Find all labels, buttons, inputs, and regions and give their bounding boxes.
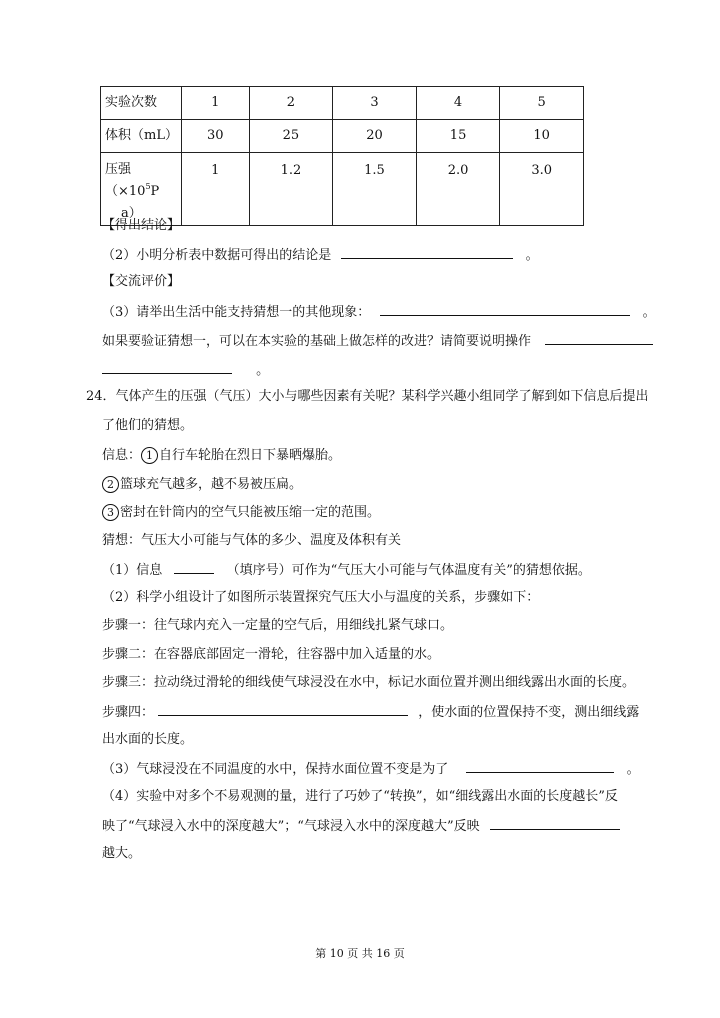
info-prefix: 信息： (102, 448, 142, 463)
question-2-line (102, 246, 539, 264)
experiment-table (100, 86, 584, 226)
table-cell: 4 (416, 87, 500, 120)
question-3-text: （3）请举出生活中能支持猜想一的其他现象： (102, 305, 371, 320)
question-3b-line-2 (102, 361, 269, 379)
sub-question-2: （2）科学小组设计了如图所示装置探究气压大小与温度的关系，步骤如下： (102, 590, 540, 605)
page-footer: 第 10 页 共 16 页 (315, 947, 405, 960)
table-cell: 30 (182, 120, 250, 153)
table-cell: 5 (500, 87, 584, 120)
answer-blank[interactable] (102, 361, 232, 374)
sub-question-4-line-2 (102, 817, 620, 835)
volume-label: 体积（mL） (101, 120, 182, 153)
circled-number: 1 (141, 447, 158, 464)
problem-24-intro-2: 了他们的猜想。 (102, 418, 194, 433)
sub-question-1 (102, 561, 591, 579)
table-cell: 1 (182, 87, 250, 120)
step-3: 步骤三：拉动绕过滑轮的细线使气球浸没在水中，标记水面位置并测出细线露出水面的长度。 (102, 675, 636, 690)
answer-blank[interactable] (545, 332, 653, 345)
eval-heading: 【交流评价】 (102, 274, 181, 289)
step-4-a: 步骤四： (102, 705, 155, 720)
answer-blank[interactable] (174, 561, 214, 574)
answer-blank[interactable] (158, 703, 408, 716)
sub-question-3 (102, 760, 640, 778)
answer-blank[interactable] (341, 246, 513, 259)
table-cell: 25 (249, 120, 333, 153)
step-1: 步骤一：往气球内充入一定量的空气后，用细线扎紧气球口。 (102, 618, 454, 633)
circled-number: 3 (102, 504, 119, 521)
table-cell: 2 (249, 87, 333, 120)
table-cell: 1.5 (333, 153, 417, 226)
conclusion-heading: 【得出结论】 (102, 218, 181, 233)
sub-question-3-text: （3）气球浸没在不同温度的水中，保持水面位置不变是为了 (102, 762, 449, 777)
table-cell: 2.0 (416, 153, 500, 226)
period: 。 (626, 762, 640, 777)
pressure-label-b: P (150, 184, 160, 199)
answer-blank[interactable] (490, 817, 620, 830)
sub-question-1-a: （1）信息 (102, 563, 163, 578)
table-header-label: 实验次数 (101, 87, 182, 120)
circled-number: 2 (102, 476, 119, 493)
period: 。 (525, 248, 539, 263)
answer-blank[interactable] (380, 303, 630, 316)
sub-question-4: （4）实验中对多个不易观测的量，进行了巧妙了“转换”，如“细线露出水面的长度越长”反 (102, 789, 618, 804)
pressure-label-c: a） (121, 206, 142, 221)
pressure-label (101, 153, 182, 226)
info-1 (102, 447, 341, 464)
info-text: 密封在针筒内的空气只能被压缩一定的范围。 (120, 505, 381, 520)
period: 。 (642, 305, 656, 320)
table-cell: 3 (333, 87, 417, 120)
sub-question-1-b: （填序号）可作为“气压大小可能与气体温度有关”的猜想依据。 (226, 563, 591, 578)
hypothesis: 猜想：气压大小可能与气体的多少、温度及体积有关 (102, 533, 402, 548)
table-row (101, 120, 584, 153)
info-text: 自行车轮胎在烈日下暴晒爆胎。 (159, 448, 342, 463)
table-cell: 3.0 (500, 153, 584, 226)
info-2 (102, 476, 302, 493)
info-text: 篮球充气越多，越不易被压扁。 (120, 477, 303, 492)
problem-24-intro: 24．气体产生的压强（气压）大小与哪些因素有关呢？某科学兴趣小组同学了解到如下信息后提出 (86, 389, 649, 404)
step-4-b: ，使水面的位置保持不变，测出细线露 (418, 705, 640, 720)
step-4-continued: 出水面的长度。 (102, 732, 194, 747)
table-cell: 10 (500, 120, 584, 153)
sub-question-4-b: 映了“气球浸入水中的深度越大”；“气球浸入水中的深度越大”反映 (102, 819, 480, 834)
table-cell: 1 (182, 153, 250, 226)
question-3b-line (102, 332, 653, 350)
table-cell: 20 (333, 120, 417, 153)
pressure-label-a: 压强（×10 (105, 162, 146, 199)
table-row (101, 153, 584, 226)
step-4 (102, 703, 639, 721)
info-3 (102, 504, 380, 521)
table-cell: 15 (416, 120, 500, 153)
question-2-text: （2）小明分析表中数据可得出的结论是 (102, 248, 332, 263)
question-3-line (102, 303, 656, 321)
pressure-exponent: 5 (145, 182, 151, 191)
period: 。 (256, 363, 270, 378)
table-row (101, 87, 584, 120)
table-cell: 1.2 (249, 153, 333, 226)
question-3b-text: 如果要验证猜想一，可以在本实验的基础上做怎样的改进？请简要说明操作 (102, 334, 532, 349)
answer-blank[interactable] (466, 760, 614, 773)
step-2: 步骤二：在容器底部固定一滑轮，往容器中加入适量的水。 (102, 647, 441, 662)
sub-question-4-line-3: 越大。 (102, 846, 142, 861)
